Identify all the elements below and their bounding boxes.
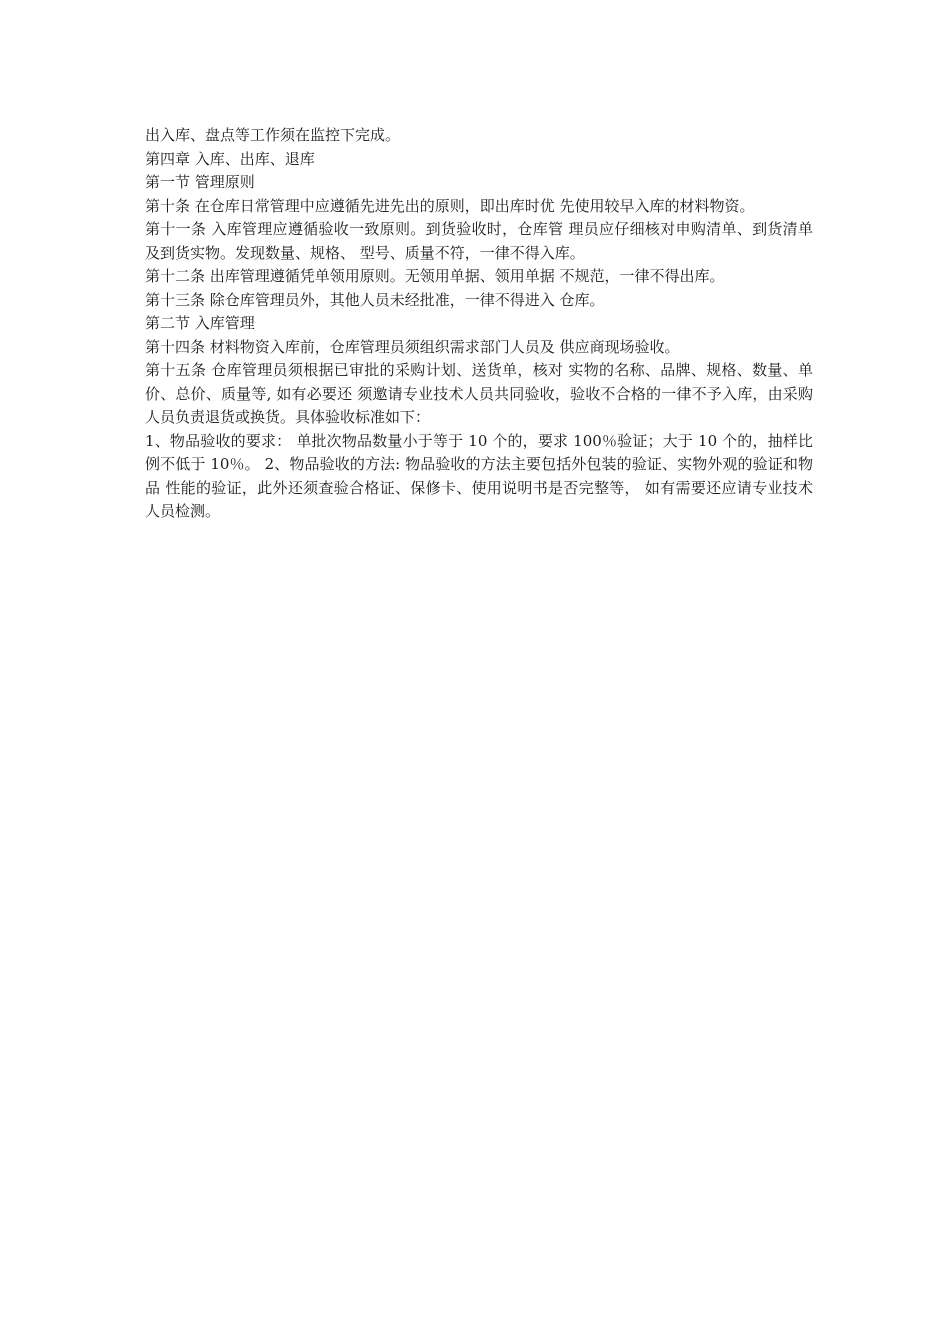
section-heading-inbound: 第二节 入库管理 [145,314,255,332]
inspection-standards: 1、物品验收的要求： 单批次物品数量小于等于 10 个的，要求 100％验证；大于 10 个的，抽样比例不低于 10％。 2、物品验收的方法: 物品验收的方法主要包括外包装的验证、实物外观的验证和物品 性能的验证，此外还须查验合格证、保修卡、使用说明书是否完整等， 如有需要还应请专业技术人员检测。 [145,431,813,520]
paragraph-monitoring: 出入库、盘点等工作须在监控下完成。 [145,126,401,144]
article-14: 第十四条 材料物资入库前，仓库管理员须组织需求部门人员及 供应商现场验收。 [145,337,680,356]
chapter-heading: 第四章 入库、出库、退库 [145,149,315,168]
article-13: 第十三条 除仓库管理员外，其他人员未经批准，一律不得进入 仓库。 [145,290,605,309]
article-12: 第十二条 出库管理遵循凭单领用原则。无领用单据、领用单据 不规范，一律不得出库。 [145,267,725,285]
article-15: 第十五条 仓库管理员须根据已审批的采购计划、送货单，核对 实物的名称、品牌、规格、数量、单价、总价、质量等, 如有必要还 须邀请专业技术人员共同验收，验收不合格的一律不予入库，由采购 人员负责退货或换货。具体验收标准如下： [145,361,813,426]
document-body [145,124,813,524]
article-11: 第十一条 入库管理应遵循验收一致原则。到货验收时，仓库管 理员应仔细核对申购清单、到货清单及到货实物。发现数量、规格、 型号、质量不符，一律不得入库。 [145,220,813,262]
article-10: 第十条 在仓库日常管理中应遵循先进先出的原则，即出库时优 先使用较早入库的材料物资。 [145,196,755,215]
section-heading-principles: 第一节 管理原则 [145,173,255,191]
